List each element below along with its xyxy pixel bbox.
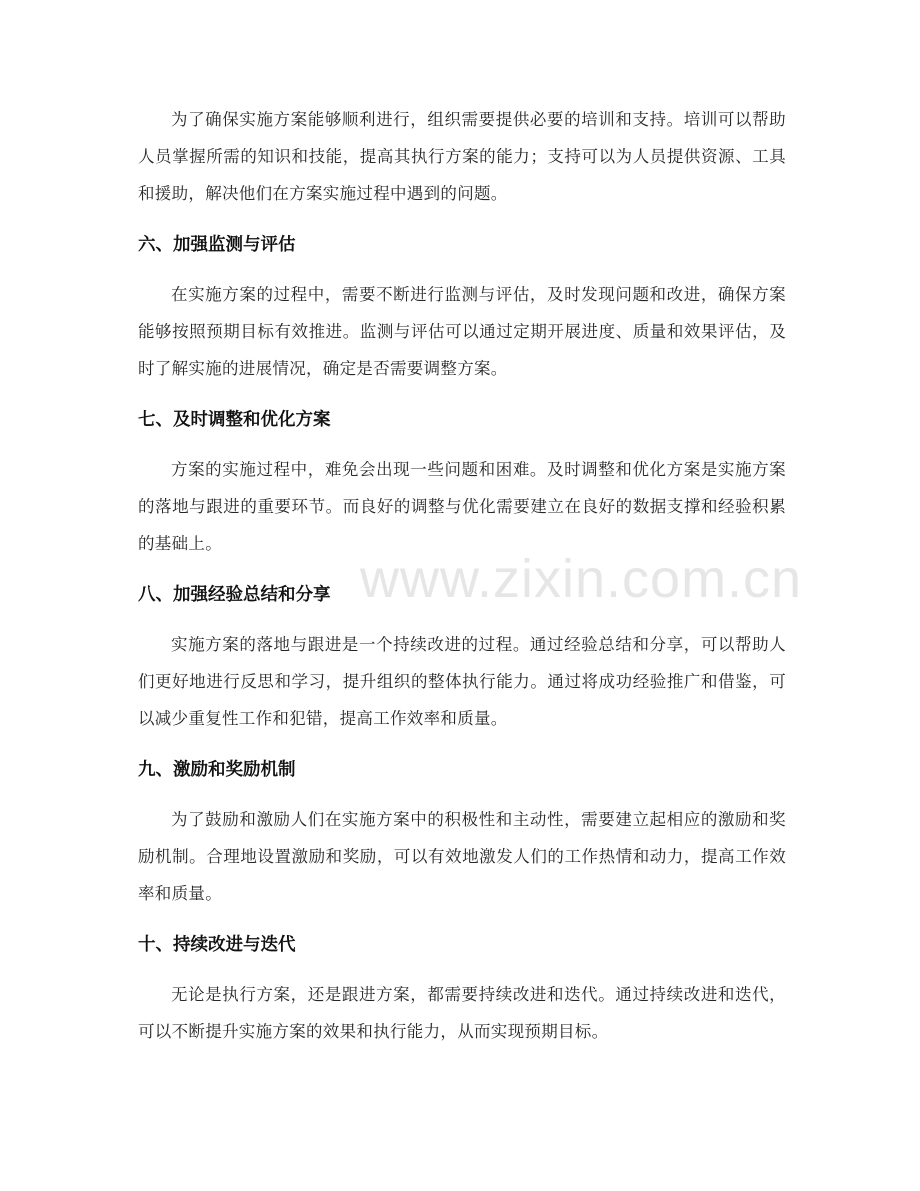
- section-body-6: 在实施方案的过程中，需要不断进行监测与评估，及时发现问题和改进，确保方案能够按照预期目标有效推进。监测与评估可以通过定期开展进度、质量和效果评估，及时了解实施的进展情况，确定是否需要调整方案。: [138, 285, 786, 378]
- watermark: www.zixin.com.cn: [360, 549, 803, 609]
- spacer: [138, 912, 786, 932]
- section-heading-7: 七、及时调整和优化方案: [138, 410, 331, 430]
- spacer: [138, 958, 786, 976]
- section-heading-8: 八、加强经验总结和分享: [138, 585, 331, 605]
- section-heading-10: 十、持续改进与迭代: [138, 935, 296, 955]
- section-heading-9: 九、激励和奖励机制: [138, 760, 296, 780]
- spacer: [138, 783, 786, 801]
- section-body-7: 方案的实施过程中，难免会出现一些问题和困难。及时调整和优化方案是实施方案的落地与跟进的重要环节。而良好的调整与优化需要建立在良好的数据支撑和经验积累的基础上。: [138, 460, 786, 553]
- section-body-8: 实施方案的落地与跟进是一个持续改进的过程。通过经验总结和分享，可以帮助人们更好地进行反思和学习，提升组织的整体执行能力。通过将成功经验推广和借鉴，可以减少重复性工作和犯错，提高工作效率和质量。: [138, 635, 786, 728]
- spacer: [138, 737, 786, 757]
- spacer: [138, 258, 786, 276]
- spacer: [138, 212, 786, 232]
- spacer: [138, 433, 786, 451]
- section-heading-6: 六、加强监测与评估: [138, 235, 296, 255]
- spacer: [138, 608, 786, 626]
- spacer: [138, 562, 786, 582]
- section-body-9: 为了鼓励和激励人们在实施方案中的积极性和主动性，需要建立起相应的激励和奖励机制。合理地设置激励和奖励，可以有效地激发人们的工作热情和动力，提高工作效率和质量。: [138, 810, 786, 903]
- document-body: [138, 101, 786, 1050]
- section-body-10: 无论是执行方案，还是跟进方案，都需要持续改进和迭代。通过持续改进和迭代，可以不断提升实施方案的效果和执行能力，从而实现预期目标。: [138, 985, 786, 1041]
- spacer: [138, 387, 786, 407]
- intro-paragraph: 为了确保实施方案能够顺利进行，组织需要提供必要的培训和支持。培训可以帮助人员掌握所需的知识和技能，提高其执行方案的能力；支持可以为人员提供资源、工具和援助，解决他们在方案实施过程中遇到的问题。: [138, 110, 786, 203]
